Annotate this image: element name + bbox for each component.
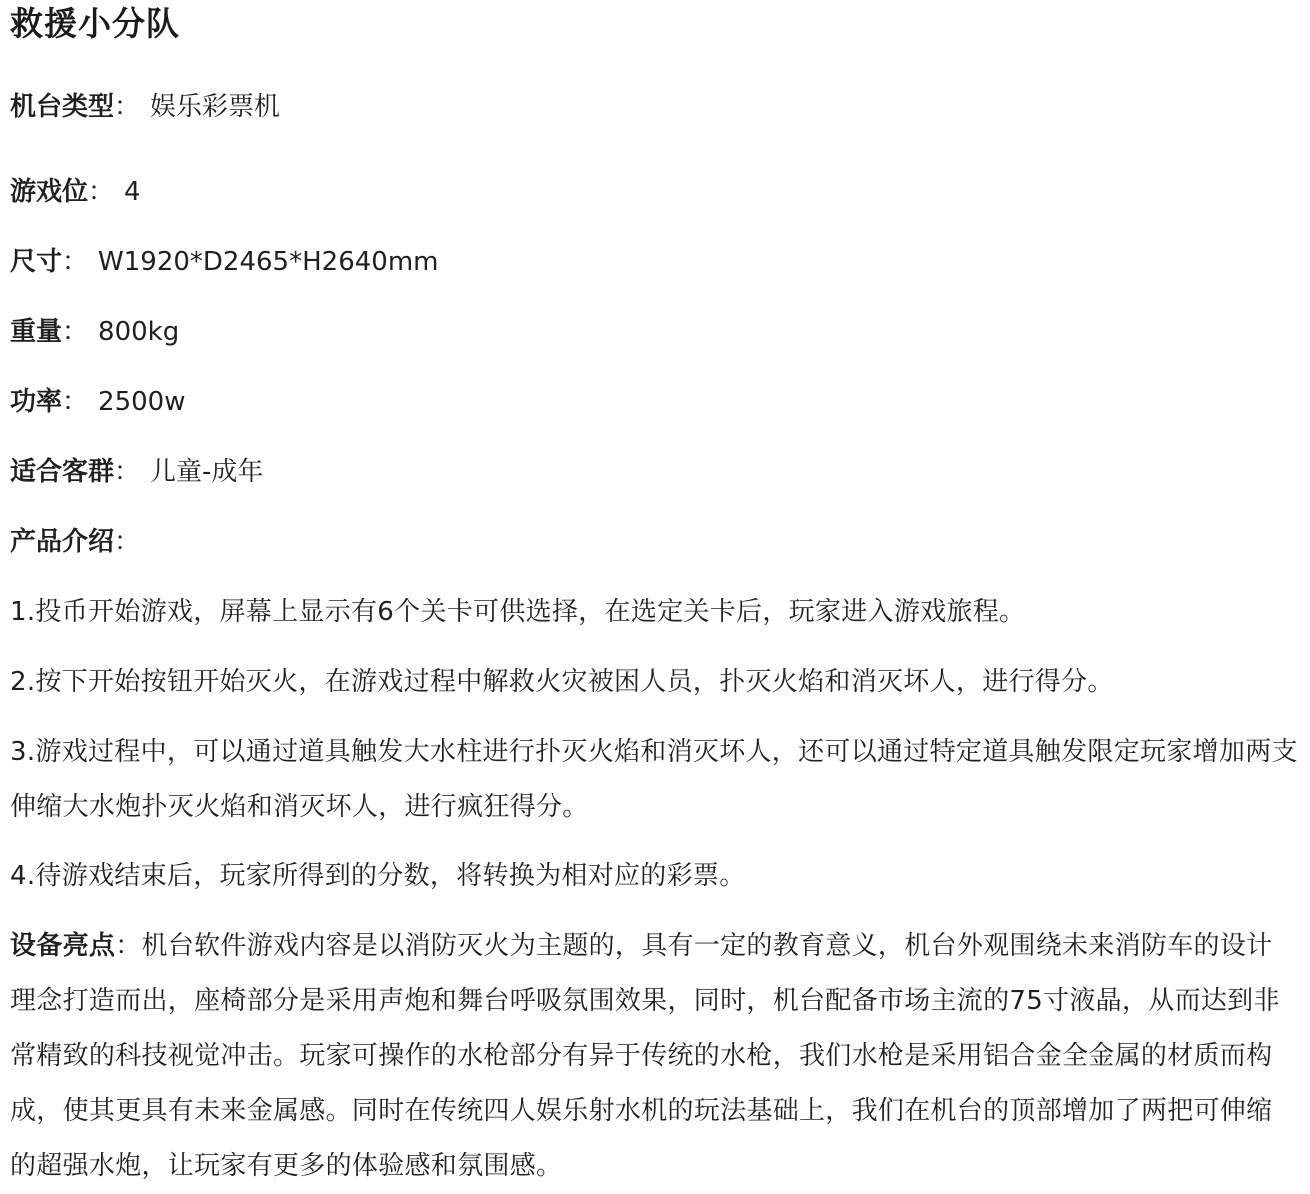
spec-value: 4	[124, 177, 141, 207]
spec-power	[10, 367, 1298, 437]
spec-colon: ：	[88, 177, 115, 207]
spec-colon: ：	[114, 457, 141, 487]
spec-intro-heading	[10, 507, 1298, 577]
page-title: 救援小分队	[10, 4, 180, 43]
spec-machine-type	[10, 87, 1298, 157]
spec-game-seats	[10, 157, 1298, 227]
highlight-label: 设备亮点	[10, 931, 116, 961]
spec-colon: ：	[62, 247, 89, 277]
spec-list	[10, 87, 1298, 577]
highlight-paragraph	[10, 919, 1298, 1194]
intro-step-4: 4.待游戏结束后，玩家所得到的分数，将转换为相对应的彩票。	[10, 861, 746, 891]
spec-label: 尺寸	[10, 247, 63, 277]
spec-label: 功率	[10, 387, 63, 417]
intro-step-2: 2.按下开始按钮开始灭火，在游戏过程中解救火灾被困人员，扑灭火焰和消灭坏人，进行得分。	[10, 667, 1114, 697]
intro-step-3: 3.游戏过程中，可以通过道具触发大水柱进行扑灭火焰和消灭坏人，还可以通过特定道具触发限定玩家增加两支伸缩大水炮扑灭火焰和消灭坏人，进行疯狂得分。	[10, 737, 1298, 822]
spec-colon: ：	[62, 387, 89, 417]
spec-label: 适合客群	[10, 457, 115, 487]
spec-value: 800kg	[98, 317, 180, 347]
spec-audience	[10, 437, 1298, 507]
spec-label: 游戏位	[10, 177, 89, 207]
spec-dimensions	[10, 227, 1298, 297]
spec-weight	[10, 297, 1298, 367]
spec-colon: ：	[62, 317, 89, 347]
spec-value: 2500w	[98, 387, 186, 417]
spec-value: W1920*D2465*H2640mm	[98, 247, 439, 277]
spec-value: 儿童-成年	[150, 457, 264, 487]
intro-step-1: 1.投币开始游戏，屏幕上显示有6个关卡可供选择，在选定关卡后，玩家进入游戏旅程。	[10, 597, 1026, 627]
highlight-colon: ：	[115, 931, 142, 961]
spec-colon: ：	[114, 92, 141, 122]
spec-value: 娱乐彩票机	[150, 92, 281, 122]
spec-label: 产品介绍	[10, 527, 115, 557]
spec-colon: ：	[114, 527, 141, 557]
highlight-text: 机台软件游戏内容是以消防灭火为主题的，具有一定的教育意义，机台外观围绕未来消防车的设计理念打造而出，座椅部分是采用声炮和舞台呼吸氛围效果，同时，机台配备市场主流的75寸液晶，从而达到非常精致的科技视觉冲击。玩家可操作的水枪部分有异于传统的水枪，我们水枪是采用铝合金全金属的材质而构成，使其更具有未来金属感。同时在传统四人娱乐射水机的玩法基础上，我们在机台的顶部增加了两把可伸缩的超强水炮，让玩家有更多的体验感和氛围感。	[10, 931, 1280, 1181]
spec-label: 重量	[10, 317, 63, 347]
spec-label: 机台类型	[10, 92, 115, 122]
